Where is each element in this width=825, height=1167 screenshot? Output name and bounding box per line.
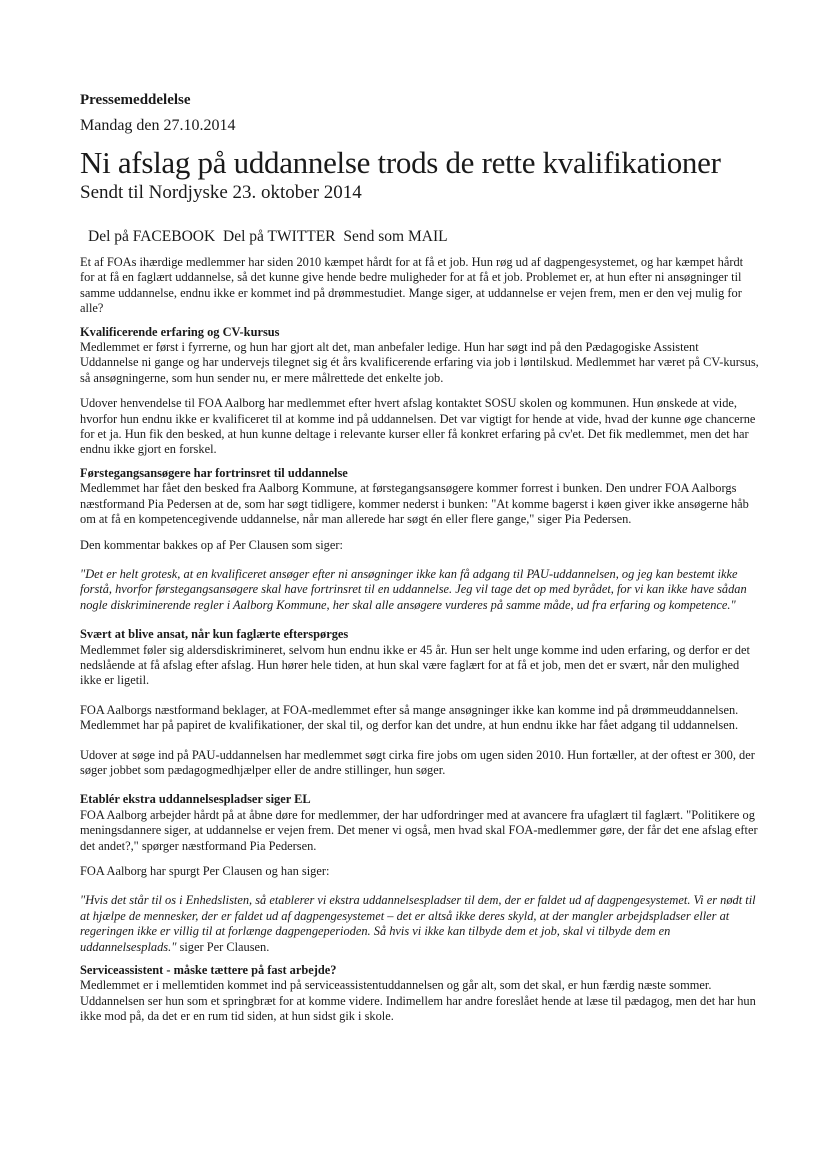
press-release (80, 90, 760, 1025)
paragraph: Medlemmet er først i fyrrerne, og hun har gjort alt det, man anbefaler ledige. Hun har søgt ind på den Pædagogiske Assistent Uddannelse ni gange og har undervejs tilegnet sig ét års kvalificerende erfaring via job i løntilskud. Medlemmet har været på CV-kursus, så ansøgningerne, som hun sender nu, er mere målrettede det enkelte job. (80, 340, 759, 385)
share-mail-link[interactable]: Send som MAIL (343, 228, 448, 245)
paragraph: FOA Aalborgs næstformand beklager, at FOA-medlemmet efter så mange ansøgninger ikke kan komme ind på drømmeuddannelsen. Medlemmet har på papiret de kvalifikationer, der skal til, og derfor kan det undre, at hun endnu ikke har fået adgang til uddannelsen. (80, 702, 739, 733)
quote: "Hvis det står til os i Enhedslisten, så etablerer vi ekstra uddannelsespladser til dem, der er faldet ud af dagpengesystemet. Vi er nødt til at hjælpe de mennesker, der er faldet ud af dagpengesystemet – det er altså ikke deres skyld, at der mangler arbejdspladser eller at regeringen ikke er villig til at forlænge dagpengeperioden. Så hvis vi ikke kan tilbyde dem et job, skal vi tilbyde dem en uddannelsesplads." (80, 893, 756, 954)
section-heading: Svært at blive ansat, når kun faglærte efterspørges (80, 627, 349, 642)
section-heading: Kvalificerende erfaring og CV-kursus (80, 324, 280, 339)
document-label: Pressemeddelelse (80, 92, 191, 108)
share-links (88, 227, 760, 247)
section-heading: Serviceassistent - måske tættere på fast arbejde? (80, 963, 337, 978)
quote: "Det er helt grotesk, at en kvalificeret ansøger efter ni ansøgninger ikke kan få adgang til PAU-uddannelsen, og jeg kan bestemt ikke forstå, hvorfor førstegangsansøgere skal have fortrinsret til en uddannelse. Jeg vil tage det op med byrådet, for vi kan ikke have sådan nogle diskriminerende regler i Aalborg Kommune, her skal alle ansøgere vurderes på samme måde, ud fra erfaring og kompetence." (80, 566, 747, 612)
paragraph: Udover at søge ind på PAU-uddannelsen har medlemmet søgt cirka fire jobs om ugen siden 2010. Hun fortæller, at der oftest er 300, der søger jobbet som pædagogmedhjælper eller de andre stillinger, hun søger. (80, 747, 755, 777)
section-heading: Førstegangsansøgere har fortrinsret til uddannelse (80, 465, 348, 480)
paragraph: Medlemmet er i mellemtiden kommet ind på serviceassistentuddannelsen og går alt, som det skal, er hun færdig næste sommer. Uddannelsen ser hun som et springbræt for at komme videre. Indimellem har andre foreslået hende at læse til pædagog, men det har hun ikke mod på, da det er en rum tid siden, at hun sidst gik i skole. (80, 978, 756, 1024)
quote-paragraph (80, 893, 760, 955)
paragraph: Medlemmet føler sig aldersdiskrimineret, selvom hun endnu ikke er 45 år. Hun ser helt unge komme ind uden erfaring, og derfor er det nedslående at få afslag efter afslag. Hun hører hele tiden, at hun skal være faglært for at få et job, men det er svært, når den mulighed ikke er ligetil. (80, 642, 750, 688)
intro-paragraph: Et af FOAs ihærdige medlemmer har siden 2010 kæmpet hårdt for at få et job. Hun røg ud af dagpengesystemet, og har kæmpet hårdt for at få en faglært uddannelse, så det kunne give hende bedre muligheder for at få et job. Problemet er, at hun efter ni ansøgninger til samme uddannelse, endnu ikke er kommet ind på drømmestudiet. Mange siger, at uddannelse er vejen frem, men er den vej mulig for alle? (80, 255, 744, 316)
paragraph: Udover henvendelse til FOA Aalborg har medlemmet efter hvert afslag kontaktet SOSU skolen og kommunen. Hun ønskede at vide, hvorfor hun endnu ikke er kvalificeret til at komme ind på uddannelsen. Det var vigtigt for hende at vide, hvad der kunne øge chancerne for et ja. Hun fik den besked, at hun kunne deltage i relevante kurser eller få konkret erfaring på cv'et. Det fik medlemmet, men det har endnu ikke gjort en forskel. (80, 396, 756, 457)
release-date: Mandag den 27.10.2014 (80, 117, 236, 134)
paragraph: FOA Aalborg arbejder hårdt på at åbne døre for medlemmer, der har udfordringer med at avancere fra ufaglært til faglært. "Politikere og meningsdannere siger, at uddannelse er vejen frem. Det mener vi også, men hvad skal FOA-medlemmer gøre, der får det ene afslag efter det andet?," spørger næstformand Pia Pedersen. (80, 807, 758, 853)
share-twitter-link[interactable]: Del på TWITTER (223, 228, 336, 245)
paragraph: FOA Aalborg har spurgt Per Clausen og han siger: (80, 864, 330, 878)
section-heading: Etablér ekstra uddannelsespladser siger EL (80, 792, 311, 807)
subtitle: Sendt til Nordjyske 23. oktober 2014 (80, 182, 362, 203)
quote-attribution: siger Per Clausen. (176, 939, 270, 954)
paragraph: Den kommentar bakkes op af Per Clausen som siger: (80, 537, 343, 552)
share-facebook-link[interactable]: Del på FACEBOOK (88, 228, 216, 245)
page-title: Ni afslag på uddannelse trods de rette kvalifikationer (80, 145, 721, 180)
paragraph: Medlemmet har fået den besked fra Aalborg Kommune, at førstegangsansøgere kommer forrest i bunken. Den undrer FOA Aalborgs næstformand Pia Pedersen at de, som har søgt tidligere, kommer nederst i bunken: "At komme bagerst i køen giver ikke ansøgerne håb om at få en kompetencegivende uddannelse, når man allerede har søgt én eller flere gange," siger Pia Pedersen. (80, 481, 749, 527)
